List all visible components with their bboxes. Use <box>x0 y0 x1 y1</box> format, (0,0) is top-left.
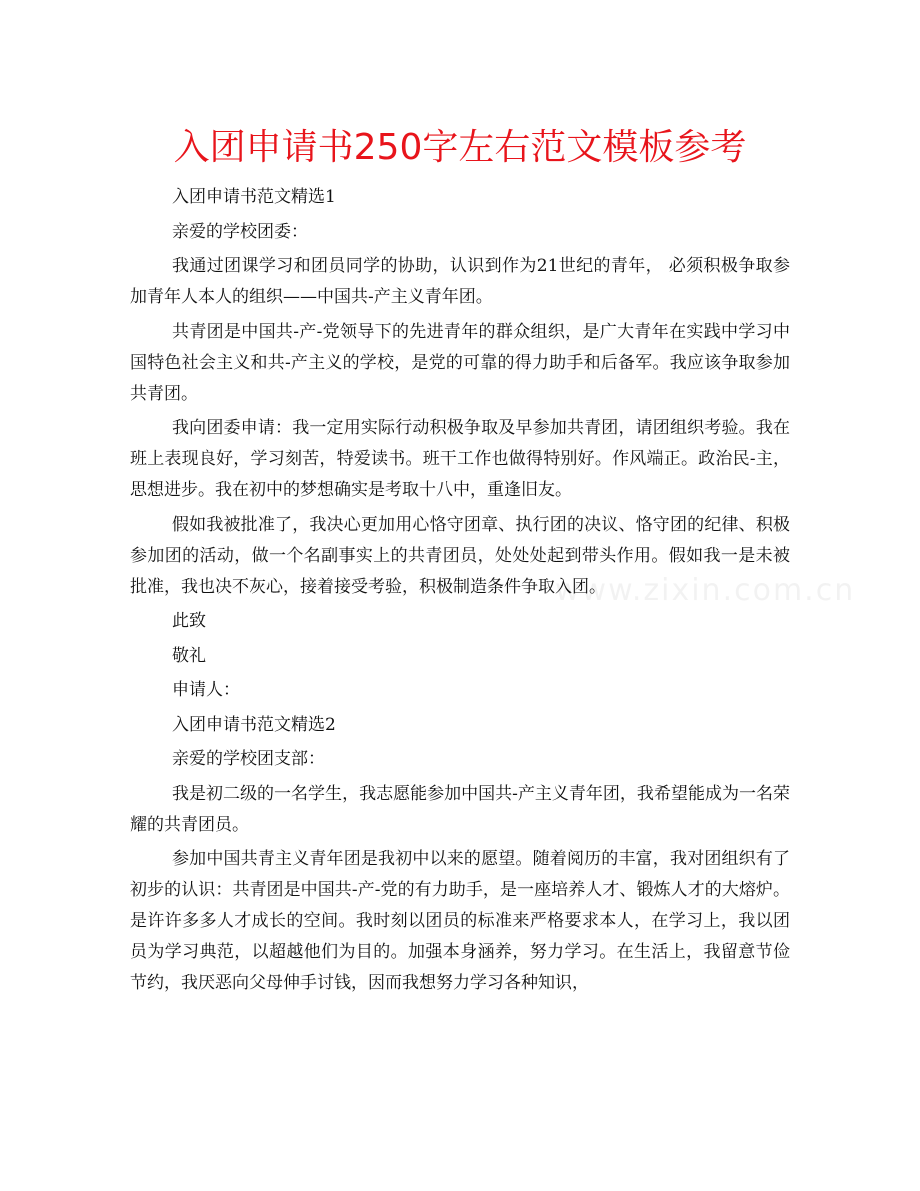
closing-line: 敬礼 <box>172 645 206 666</box>
body-paragraph: 参加中国共青主义青年团是我初中以来的愿望。随着阅历的丰富，我对团组织有了初步的认识：共青团是中国共-产-党的有力助手，是一座培养人才、锻炼人才的大熔炉。是许许多多人才成长的空间。我时刻以团员的标准来严格要求本人，在学习上，我以团员为学习典范，以超越他们为目的。加强本身涵养，努力学习。在生活上，我留意节俭节约，我厌恶向父母伸手讨钱，因而我想努力学习各种知识， <box>130 849 790 993</box>
body-paragraph: 我向团委申请：我一定用实际行动积极争取及早参加共青团，请团组织考验。我在班上表现良好，学习刻苦，特爱读书。班干工作也做得特别好。作风端正。政治民-主，思想进步。我在初中的梦想确实是考取十八中，重逢旧友。 <box>130 418 790 500</box>
heading-sample-1: 入团申请书范文精选1 <box>172 187 336 207</box>
body-paragraph: 假如我被批准了，我决心更加用心恪守团章、执行团的决议、恪守团的纪律、积极参加团的活动，做一个名副事实上的共青团员，处处处起到带头作用。假如我一是未被批准，我也决不灰心，接着接受考验，积极制造条件争取入团。 <box>130 514 790 597</box>
document-title: 入团申请书250字左右范文模板参考 <box>173 127 747 168</box>
watermark: www.zixin.com.cn <box>555 573 856 608</box>
heading-sample-2: 入团申请书范文精选2 <box>172 714 336 735</box>
salutation-2: 亲爱的学校团支部： <box>172 749 325 769</box>
closing-line: 此致 <box>172 611 206 631</box>
body-paragraph: 共青团是中国共-产-党领导下的先进青年的群众组织，是广大青年在实践中学习中国特色社会主义和共-产主义的学校，是党的可靠的得力助手和后备军。我应该争取参加共青团。 <box>130 321 790 404</box>
applicant-line: 申请人： <box>172 680 240 700</box>
salutation-1: 亲爱的学校团委： <box>172 221 308 242</box>
body-paragraph: 我通过团课学习和团员同学的协助，认识到作为21世纪的青年， 必须积极争取参加青年人本人的组织——中国共-产主义青年团。 <box>130 256 790 307</box>
document-body <box>130 182 790 1003</box>
body-paragraph: 我是初二级的一名学生，我志愿能参加中国共-产主义青年团，我希望能成为一名荣耀的共青团员。 <box>130 783 790 835</box>
